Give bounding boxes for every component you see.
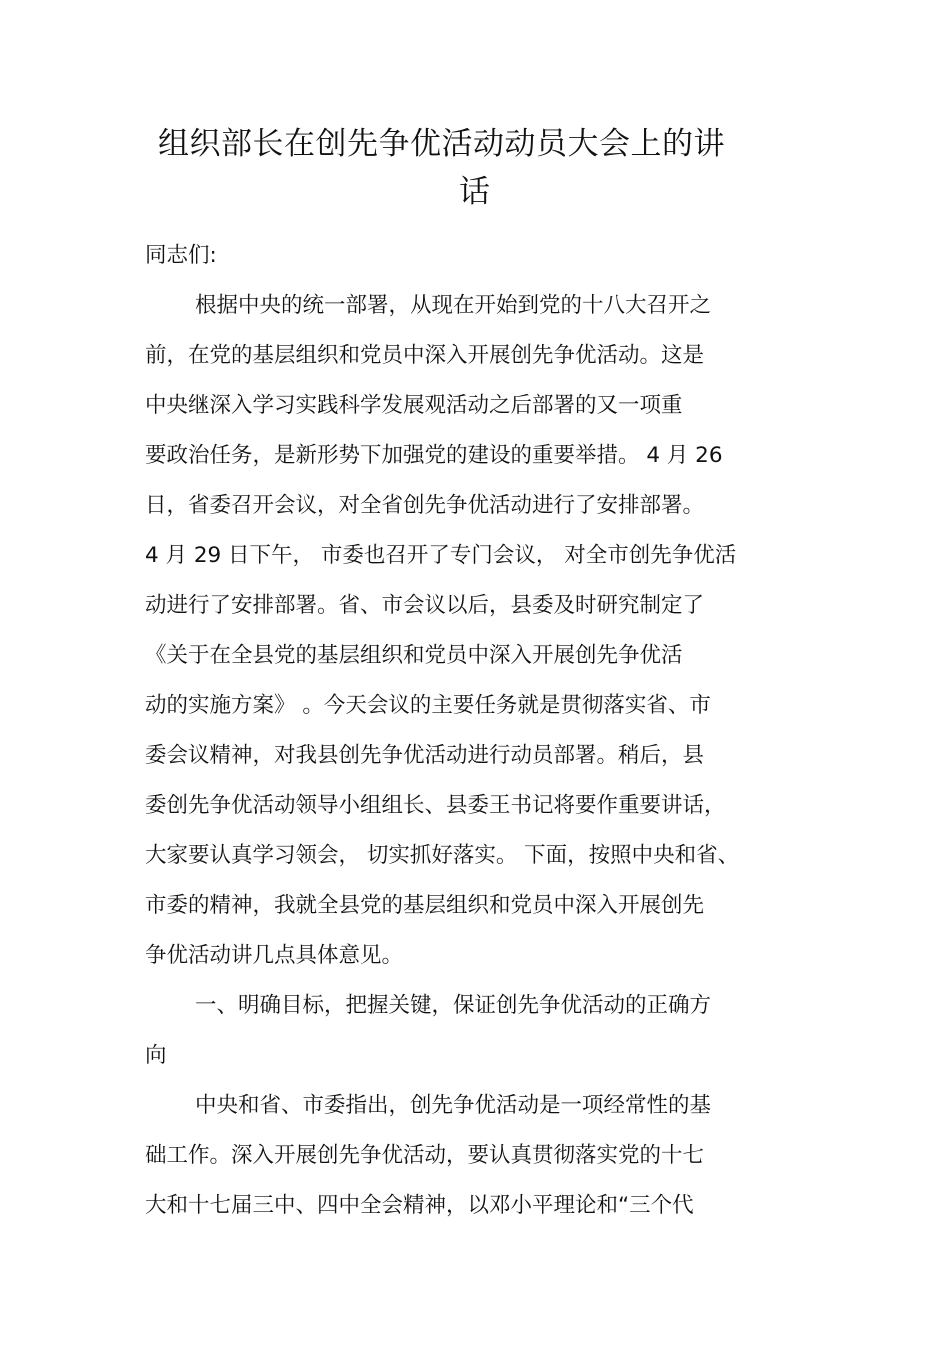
paragraph-line: 日，省委召开会议，对全省创先争优活动进行了安排部署。 (145, 493, 705, 518)
paragraph-line: 中央继深入学习实践科学发展观活动之后部署的又一项重 (145, 393, 683, 418)
paragraph-line: 委会议精神，对我县创先争优活动进行动员部署。稍后，县 (145, 743, 705, 768)
paragraph-line: 市委的精神，我就全县党的基层组织和党员中深入开展创先 (145, 893, 705, 918)
paragraph-line: 大和十七届三中、四中全会精神，以邓小平理论和“三个代 (145, 1193, 694, 1218)
paragraph-line: 大家要认真学习领会， 切实抓好落实。 下面，按照中央和省、 (145, 843, 740, 868)
paragraph-line: 《关于在全县党的基层组织和党员中深入开展创先争优活 (145, 643, 683, 668)
paragraph-line: 础工作。深入开展创先争优活动，要认真贯彻落实党的十七 (145, 1143, 705, 1168)
paragraph-line: 争优活动讲几点具体意见。 (145, 943, 404, 968)
salutation: 同志们: (145, 243, 217, 268)
paragraph-line: 根据中央的统一部署，从现在开始到党的十八大召开之 (195, 293, 712, 318)
title-line-2: 话 (459, 174, 491, 210)
paragraph-line: 前，在党的基层组织和党员中深入开展创先争优活动。这是 (145, 343, 705, 368)
section-heading-line: 一、明确目标，把握关键，保证创先争优活动的正确方 (195, 993, 712, 1018)
title-line-1: 组织部长在创先争优活动动员大会上的讲 (158, 126, 725, 162)
paragraph-line: 动的实施方案》 。今天会议的主要任务就是贯彻落实省、市 (145, 693, 711, 718)
paragraph-line: 动进行了安排部署。省、市会议以后，县委及时研究制定了 (145, 593, 705, 618)
paragraph-line: 委创先争优活动领导小组组长、县委王书记将要作重要讲话， (145, 793, 726, 818)
section-heading-line: 向 (145, 1043, 167, 1068)
paragraph-line: 4 月 29 日下午， 市委也召开了专门会议， 对全市创先争优活 (145, 543, 737, 568)
paragraph-line: 要政治任务，是新形势下加强党的建设的重要举措。 4 月 26 (145, 443, 723, 468)
paragraph-line: 中央和省、市委指出，创先争优活动是一项经常性的基 (195, 1093, 712, 1118)
